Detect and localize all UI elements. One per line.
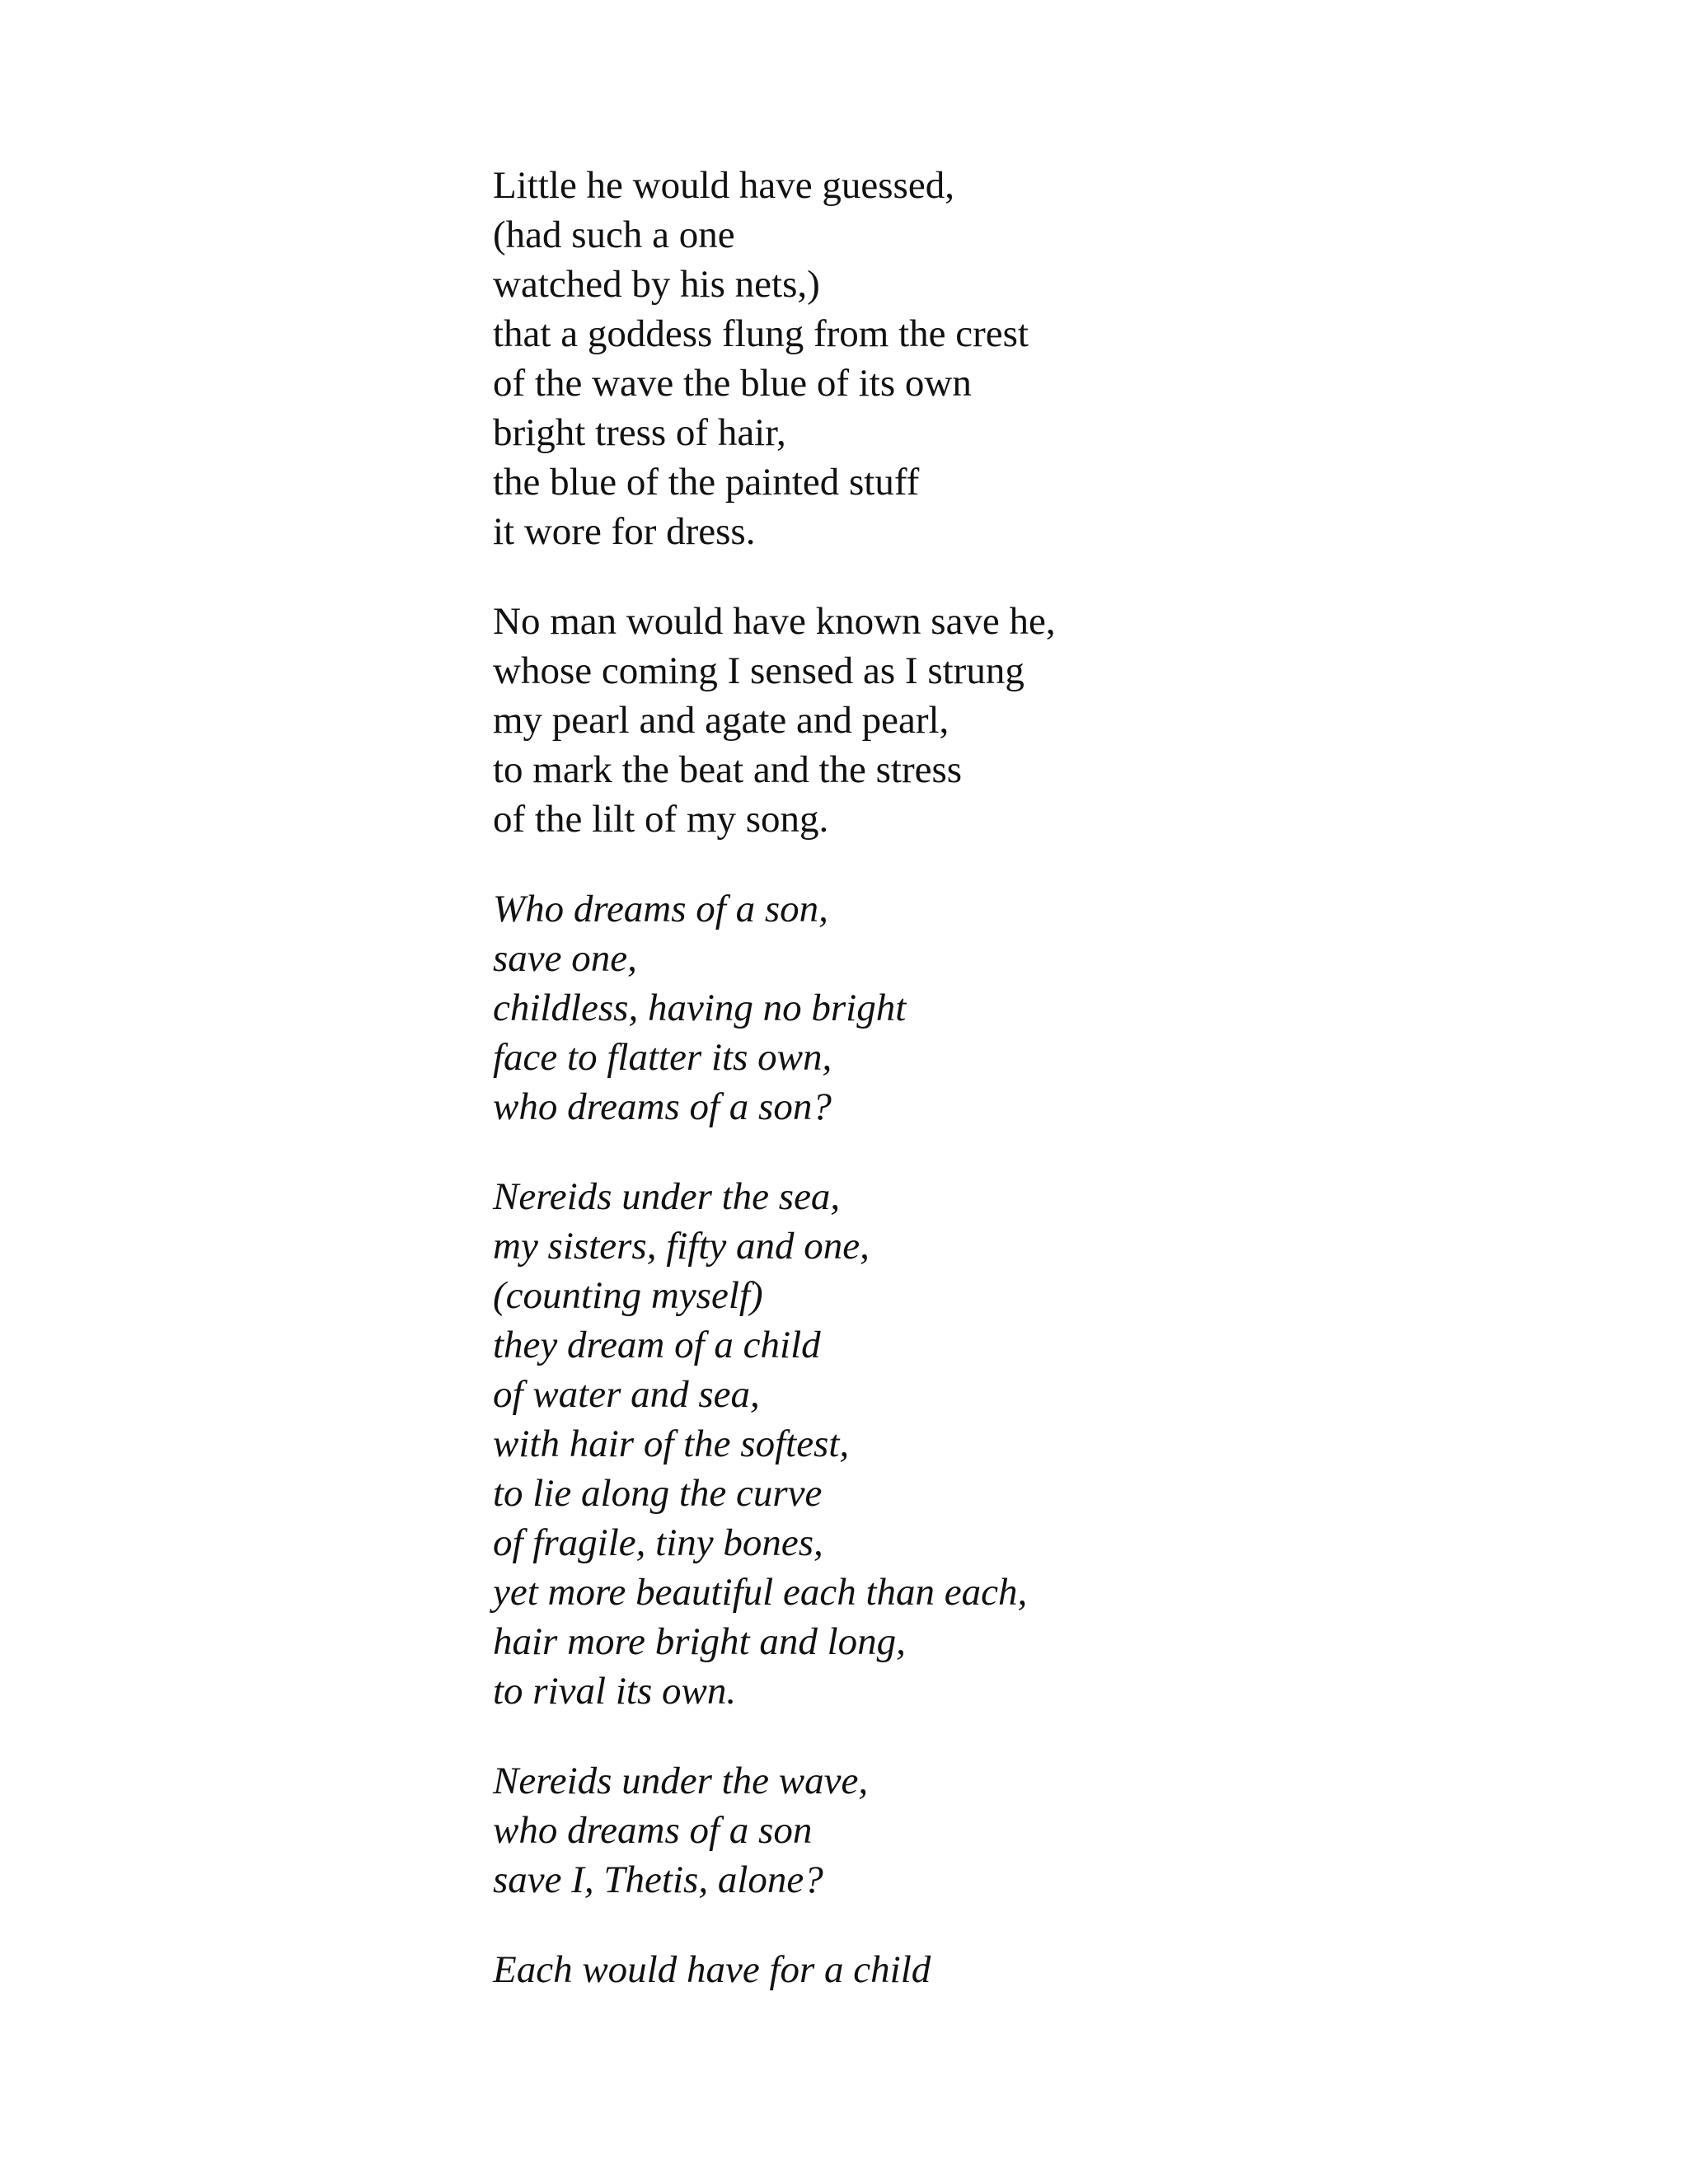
poem-line: who dreams of a son? [493,1085,832,1128]
poem-line: my sisters, fifty and one, [493,1225,870,1268]
poem-line: of fragile, tiny bones, [493,1521,823,1564]
poem-line: Each would have for a child [493,1948,931,1991]
poem-line: (had such a one [493,213,735,256]
stanza [493,884,1056,1132]
poem-line: they dream of a child [493,1324,821,1366]
poem-line: bright tress of hair, [493,411,786,454]
stanza [493,1945,1056,1994]
poem-text [493,161,1056,2035]
poem-line: (counting myself) [493,1274,763,1317]
poem-line: of the wave the blue of its own [493,362,972,405]
poem-line: No man would have known save he, [493,600,1056,643]
stanza [493,161,1056,556]
poem-line: to rival its own. [493,1670,737,1713]
poem-line: Nereids under the sea, [493,1175,841,1218]
poem-line: it wore for dress. [493,510,756,553]
poem-line: whose coming I sensed as I strung [493,649,1025,692]
poem-line: Nereids under the wave, [493,1760,869,1802]
poem-line: the blue of the painted stuff [493,461,920,504]
poem-line: Who dreams of a son, [493,888,828,930]
poem-line: with hair of the softest, [493,1422,850,1465]
stanza [493,1756,1056,1905]
poem-line: save I, Thetis, alone? [493,1858,823,1901]
poem-line: save one, [493,937,637,980]
poem-line: that a goddess flung from the crest [493,312,1029,355]
poem-line: to lie along the curve [493,1472,823,1515]
stanza [493,597,1056,844]
poem-line: to mark the beat and the stress [493,748,963,791]
poem-line: childless, having no bright [493,987,907,1029]
poem-line: of the lilt of my song. [493,798,829,841]
poem-line: yet more beautiful each than each, [493,1571,1028,1614]
poem-line: watched by his nets,) [493,263,820,306]
poem-viewport [493,164,1317,1991]
poem-line: Little he would have guessed, [493,164,954,207]
poem-line: hair more bright and long, [493,1620,906,1663]
stanza [493,1172,1056,1716]
poem-line: of water and sea, [493,1373,760,1416]
poem-line: face to flatter its own, [493,1036,832,1079]
poem-line: who dreams of a son [493,1809,813,1852]
poem-line: my pearl and agate and pearl, [493,699,950,742]
